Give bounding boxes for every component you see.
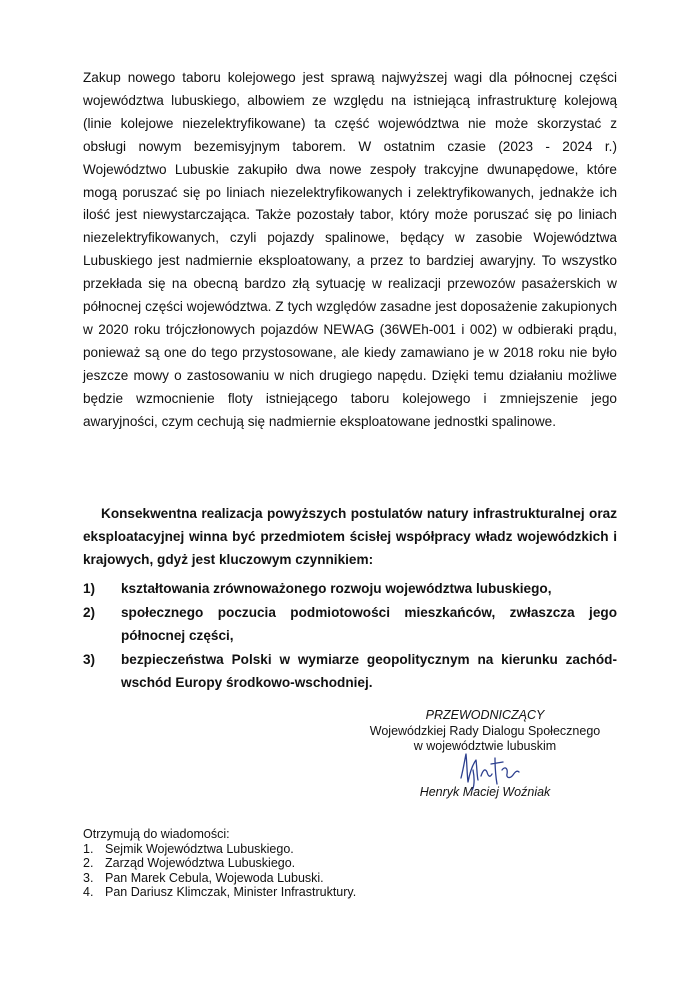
list-item: [83, 602, 617, 648]
list-item-number: 3.: [83, 870, 94, 885]
signatory-name: Henryk Maciej Woźniak: [419, 784, 551, 799]
signatory-role: PRZEWODNICZĄCY: [425, 708, 545, 722]
list-item-text: bezpieczeństwa Polski w wymiarze geopolitycznym na kierunku zachód-wschód Europy środkowo-wschodniej.: [121, 651, 617, 690]
list-item-text: Zarząd Województwa Lubuskiego.: [105, 856, 296, 871]
recipients-list: [83, 842, 356, 900]
list-item-number: 2): [83, 604, 96, 620]
body-paragraph: Zakup nowego taboru kolejowego jest sprawą najwyższej wagi dla północnej części województwa lubuskiego, albowiem ze względu na istniejącą infrastrukturę kolejową (linie kolejowe niezelektryfikowane) ta część województwa nie może skorzystać z obsługi nowym bezemisyjnym taborem. W ostatnim czasie (2023 - 2024 r.) Województwo Lubuskie zakupiło dwa nowe zespoły trakcyjne dwunapędowe, które mogą poruszać się po liniach niezelektryfikowanych i zelektryfikowanych, jednakże ich ilość jest niewystarczająca. Także pozostały tabor, który może poruszać się po liniach niezelektryfikowanych, czyli pojazdy spalinowe, będący w zasobie Województwa Lubuskiego jest nadmiernie eksploatowany, a przez to bardziej awaryjny. To wszystko przekłada się na obecną bardzo złą sytuację w realizacji przewozów pasażerskich w północnej części województwa. Z tych względów zasadne jest doposażenie zakupionych w 2020 roku trójczłonowych pojazdów NEWAG (36WEh-001 i 002) w odbieraki prądu, ponieważ są one do tego przystosowane, ale kiedy zamawiano je w 2018 roku nie było jeszcze mowy o zastosowaniu w nich drugiego napędu. Dzięki temu działaniu możliwe będzie wzmocnienie floty istniejącego taboru kolejowego i zmniejszenie jego awaryjności, czym cechują się nadmiernie eksploatowane jednostki spalinowe.: [83, 70, 617, 429]
recipients-heading: Otrzymują do wiadomości:: [83, 827, 230, 841]
list-item-number: 3): [83, 651, 96, 667]
council-name-line-1: Wojewódzkiej Rady Dialogu Społecznego: [369, 723, 601, 738]
recipients-block: [83, 827, 356, 900]
list-item-number: 1): [83, 581, 96, 596]
list-item: [83, 649, 617, 695]
list-item: [83, 885, 356, 900]
list-item-text: Pan Marek Cebula, Wojewoda Lubuski.: [105, 870, 324, 885]
handwritten-signature: [455, 748, 525, 792]
council-name-line-2: w województwie lubuskim: [413, 739, 557, 753]
list-item-number: 1.: [83, 841, 94, 856]
list-item: [83, 856, 356, 871]
list-item: [83, 871, 356, 886]
list-item-number: 2.: [83, 856, 94, 871]
list-item-text: Pan Dariusz Klimczak, Minister Infrastruktury.: [105, 885, 357, 900]
list-item-text: Sejmik Województwa Lubuskiego.: [105, 841, 294, 856]
list-item: [83, 578, 617, 601]
list-item-text: społecznego poczucia podmiotowości mieszkańców, zwłaszcza jego północnej części,: [121, 604, 617, 643]
list-item-number: 4.: [83, 885, 94, 900]
list-item-text: kształtowania zrównoważonego rozwoju województwa lubuskiego,: [121, 581, 552, 596]
key-factors-intro: Konsekwentna realizacja powyższych postulatów natury infrastrukturalnej oraz eksploatacyjnej winna być przedmiotem ścisłej współpracy władz wojewódzkich i krajowych, gdyż jest kluczowym czynnikiem:: [83, 506, 617, 567]
list-item: [83, 842, 356, 857]
key-factors-list: [83, 578, 617, 696]
